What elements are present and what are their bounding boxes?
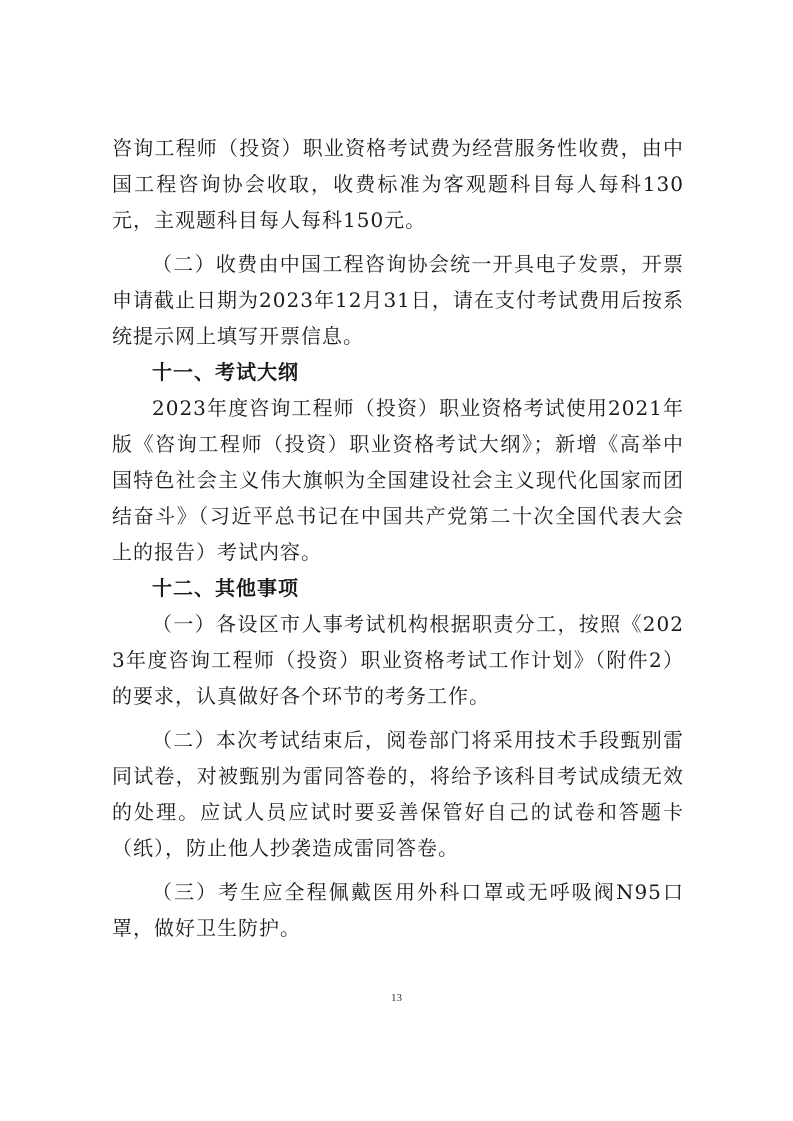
document-body: [112, 130, 684, 946]
page-number: 13: [391, 992, 402, 1004]
fee-paragraph: 咨询工程师（投资）职业资格考试费为经营服务性收费，由中国工程咨询协会收取，收费标准为客观题科目每人每科130元，主观题科目每人每科150元。: [112, 136, 684, 232]
exam-outline-paragraph: 2023年度咨询工程师（投资）职业资格考试使用2021年版《咨询工程师（投资）职业资格考试大纲》；新增《高举中国特色社会主义伟大旗帜为全国建设社会主义现代化国家而团结奋斗》（习近平总书记在中国共产党第二十次全国代表大会上的报告）考试内容。: [112, 396, 684, 564]
other-matters-item-2: （二）本次考试结束后，阅卷部门将采用技术手段甄别雷同试卷，对被甄别为雷同答卷的，将给予该科目考试成绩无效的处理。应试人员应试时要妥善保管好自己的试卷和答题卡（纸），防止他人抄袭造成雷同答卷。: [112, 728, 684, 860]
invoice-paragraph: （二）收费由中国工程咨询协会统一开具电子发票，开票申请截止日期为2023年12月31日，请在支付考试费用后按系统提示网上填写开票信息。: [112, 252, 684, 348]
other-matters-item-3: （三）考生应全程佩戴医用外科口罩或无呼吸阀N95口罩，做好卫生防护。: [112, 880, 684, 940]
section-heading-other-matters: 十二、其他事项: [152, 576, 299, 600]
other-matters-item-1: （一）各设区市人事考试机构根据职责分工，按照《2023年度咨询工程师（投资）职业资格考试工作计划》（附件2）的要求，认真做好各个环节的考务工作。: [112, 612, 684, 708]
section-heading-exam-outline: 十一、考试大纲: [152, 360, 299, 384]
